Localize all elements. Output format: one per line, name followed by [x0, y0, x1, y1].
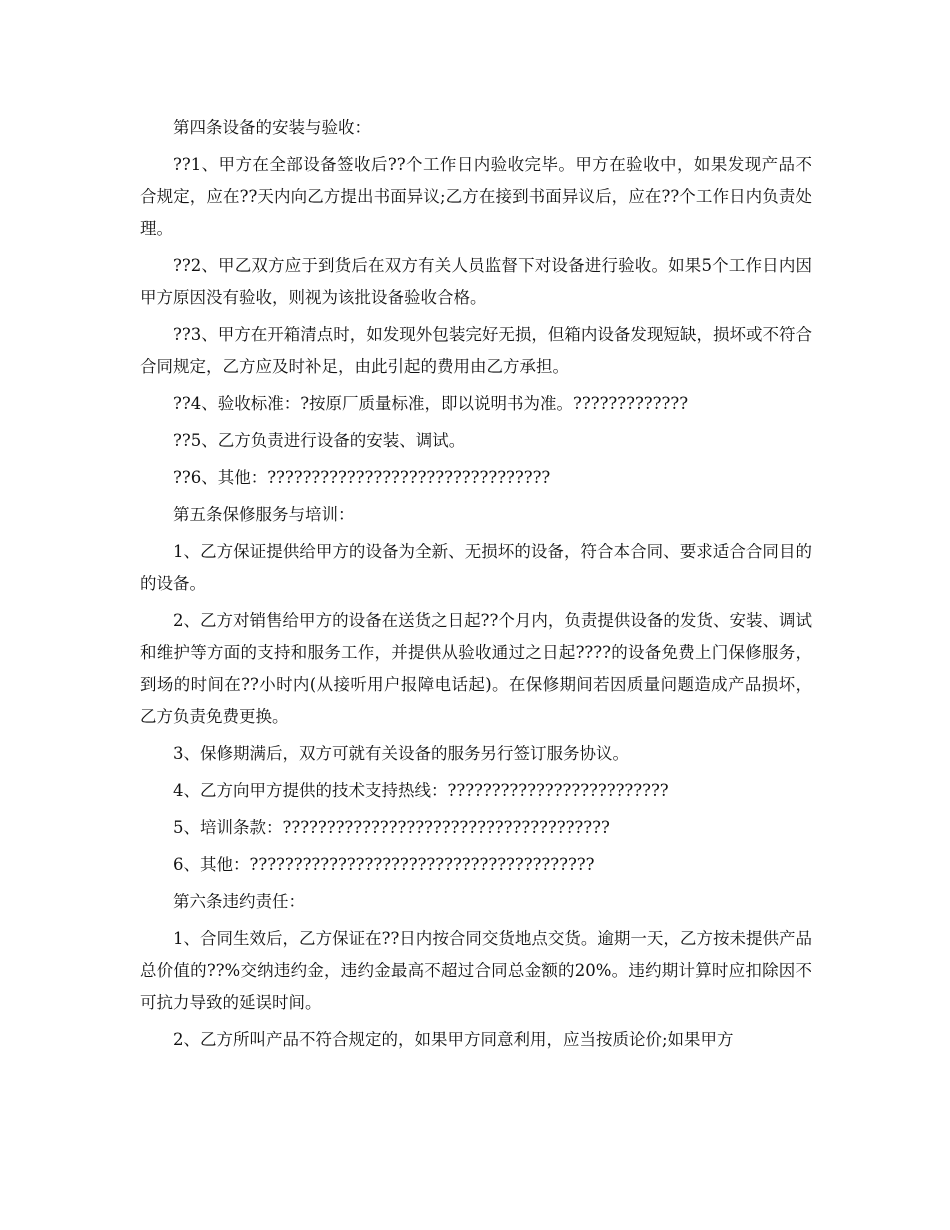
clause-5-1: 1、乙方保证提供给甲方的设备为全新、无损坏的设备，符合本合同、要求适合合同目的的设备。 [140, 542, 812, 593]
clause-4-6: ??6、其他：???????????????????????????????? [173, 468, 551, 487]
document-body [140, 112, 812, 1061]
clause-6-2: 2、乙方所叫产品不符合规定的，如果甲方同意利用，应当按质论价;如果甲方 [173, 1030, 734, 1049]
clause-4-3: ??3、甲方在开箱清点时，如发现外包装完好无损，但箱内设备发现短缺，损坏或不符合合同规定，乙方应及时补足，由此引起的费用由乙方承担。 [140, 325, 812, 376]
clause-5-3: 3、保修期满后，双方可就有关设备的服务另行签订服务协议。 [173, 744, 629, 763]
clause-5-6: 6、其他：??????????????????????????????????????? [173, 855, 595, 874]
clause-5-5: 5、培训条款：????????????????????????????????????? [173, 818, 610, 837]
clause-4-4: ??4、验收标准：?按原厂质量标准，即以说明书为准。????????????? [173, 394, 689, 413]
clause-4-2: ??2、甲乙双方应于到货后在双方有关人员监督下对设备进行验收。如果5个工作日内因甲方原因没有验收，则视为该批设备验收合格。 [140, 256, 812, 307]
section-heading-5: 第五条保修服务与培训： [173, 505, 355, 524]
clause-6-1: 1、合同生效后，乙方保证在??日内按合同交货地点交货。逾期一天，乙方按未提供产品总价值的??%交纳违约金，违约金最高不超过合同总金额的20%。违约期计算时应扣除因不可抗力导致的延误时间。 [140, 929, 812, 1012]
section-heading-6: 第六条违约责任： [173, 892, 305, 911]
clause-5-2: 2、乙方对销售给甲方的设备在送货之日起??个月内，负责提供设备的发货、安装、调试和维护等方面的支持和服务工作，并提供从验收通过之日起????的设备免费上门保修服务，到场的时间在??小时内(从接听用户报障电话起)。在保修期间若因质量问题造成产品损坏，乙方负责免费更换。 [140, 611, 812, 726]
section-heading-4: 第四条设备的安装与验收： [173, 118, 371, 137]
clause-4-5: ??5、乙方负责进行设备的安装、调试。 [173, 431, 466, 450]
clause-5-4: 4、乙方向甲方提供的技术支持热线：????????????????????????? [173, 781, 669, 800]
clause-4-1: ??1、甲方在全部设备签收后??个工作日内验收完毕。甲方在验收中，如果发现产品不合规定，应在??天内向乙方提出书面异议;乙方在接到书面异议后，应在??个工作日内负责处理。 [140, 155, 812, 238]
